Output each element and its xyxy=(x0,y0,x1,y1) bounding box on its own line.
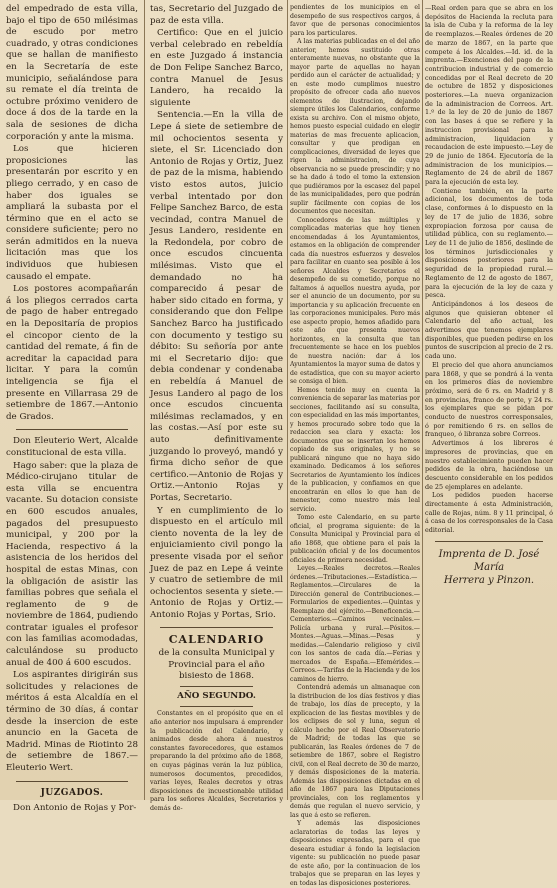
paragraph: Advertimos á los libreros é impresores de provincias, que en nuestro establecimiento pueden hacer pedidos de la obra, haciéndose un descuento considerable en los pedidos de 25 ejemplares en adelante. xyxy=(425,439,553,491)
paragraph: El precio del que ahora anunciamos para 1868, y que se pondrá á la venta en los primeros días de noviembre próximo, será de 6 rs. en Madrid y 8 en provincias, franco de porte, y 24 rs. los ejemplares que se pidan por conducto de nuestros corresponsales, ó por remitiendo 6 rs. en sellos de franqueo, ó libranza sobre Correos. xyxy=(425,360,553,439)
section-heading: JUZGADOS. xyxy=(40,787,104,798)
paragraph: Hago saber: que la plaza de Médico-cirujano titular de esta villa se encuentra vacante. Su dotacion consiste en 600 escudos anuales, pagados del presupuesto municipal, y 200 por la Hacienda, respectivo á la asistencia de los heridos del hospital de estas Minas, con la obligación de asistir las familias pobres que señala el reglamento de 9 de noviembre de 1864, pudiendo contratar iguales el profesor con las familias acomodadas, calculándose su producto anual de 400 á 600 escudos. xyxy=(6,460,138,668)
paragraph: Certifico: Que en el juicio verbal celebrado en rebeldía en este Juzgado á instancia de Don Felipe Sanchez Barco, contra Manuel de Jesus Landero, ha recaido la siguiente xyxy=(150,28,283,108)
section-divider xyxy=(180,686,253,687)
section-divider xyxy=(160,627,273,628)
column-4 xyxy=(425,4,553,796)
paragraph: Leyes.—Reales decretos.—Reales órdenes.—Tributaciones.—Estadística.—Reglamentos.—Circulares de la Dirección general de Contribuciones.—Formularios de expedientes.—Quintas y Reemplazo del ejército.—Beneficencia.—Cementerios.—Caminos vecinales.—Policía urbana y rural.—Pósitos.—Montes.—Aguas.—Minas.—Pesas y medidas.—Calendario religioso y civil con los santos de cada día.—Ferias y mercados de España.—Efemérides.—Correos.—Tarifas de la Hacienda y de los caminos de hierro. xyxy=(290,565,420,683)
paragraph: Tomo este Calendario, en su parte oficial, el programa siguiente: de la Consulta Municipal y Provincial para el año 1868, que obtiene para el país la publicación oficial y de los documentos oficiales de primera necesidad. xyxy=(290,514,420,564)
paragraph: Sentencia.—En la villa de Lepe á siete de setiembre de mil ochocientos sesenta y siete, el Sr. Licenciado don Antonio de Rojas y Ortiz, Juez de paz de la misma, habiendo visto estos autos, juicio verbal intentado por don Felipe Sanchez Barco, de esta vecindad, contra Manuel de Jesus Landero, residente en la Redondela, por cobro de once escudos cincuenta milésimas. Visto que el demandado no ha comparecido á pesar de haber sido citado en forma, y considerando que don Felipe Sanchez Barco ha justificado con documento y testigo su débito: Su señoría por ante mi el Secretario dijo: que debia condenar y condenaba en rebeldía á Manuel de Jesus Landero al pago de los once escudos cincuenta milésimas reclamados, y en las costas.—Así por este su auto definitivamente juzgando lo proveyó, mandó y firma dicho señor de que certifico.—Antonio de Rojas y Ortiz.—Antonio Rojas y Portas, Secretario. xyxy=(150,110,283,503)
section-divider xyxy=(16,781,128,782)
column-1 xyxy=(6,4,138,814)
paragraph: Don Antonio de Rojas y Por- xyxy=(13,803,137,814)
paragraph: Contiene también, en la parte adicional, los documentos de toda clase, conformes á lo dispuesto en la ley de 17 de julio de 1836, sobre expropiacion forzosa por causa de utilidad pública, con su reglamento.—Ley de 11 de julio de 1856, deslinde de los términos jurisdiccionales y disposiciones posteriores para la seguridad de la propiedad rural.—Reglamento de 12 de agosto de 1867, para la ejecución de la ley de caza y pesca. xyxy=(425,186,553,300)
paragraph: A las materias publicadas en el del año anterior, hemos sustituido otras enteramente nuevas, no obstante que la mayor parte de aquellas no hayan perdido aun el carácter de actualidad; y en este modo cumplimos nuestro propósito de ofrecer cada año nuevos elementos de ilustracion, dejando siempre útiles los Calendarios, conforme exista su archivo. Con el mismo objeto, hemos puesto especial cuidado en elegir materias de mas frecuente aplicacion, consultar y que prodigan en complicaciones, diversidad de leyes que rigen la administracion, de cuya observancia no se puede prescindir; y no se ha dado á todo el tomo la extension que pudiéramos por la escasez del papel de las municipalidades, pero que podrán suplir fácilmente con copias de los documentos que necesitan. xyxy=(290,38,420,215)
paragraph: Y en cumplimiento de lo dispuesto en el artículo mil ciento noventa de la ley de enjuiciamiento civil pongo la presente visada por el señor Juez de paz en Lepe á veinte y cuatro de setiembre de mil ochocientos sesenta y siete.—Antonio de Rojas y Ortiz.—Antonio Rojas y Portas, Srio. xyxy=(150,505,283,620)
column-rule xyxy=(144,0,145,800)
section-divider xyxy=(435,541,543,542)
paragraph: Contendrá además un almanaque con la distribucion de los días festivos y dias de trabajo, los días de precepto, y la explicacion de las fiestas movibles y de los eclipses de sol y luna, segun el cálculo hecho por el Real Observatorio de Madrid; de todas las que se publicarán, las Reales órdenes de 7 de setiembre de 1867, sobre el Registro civil, con el Real decreto de 30 de marzo, y demás disposiciones de la materia. Además las disposiciones dictadas en el año de 1867 para las Diputaciones provinciales, con los reglamentos y demás que regulan el nuevo servicio, y las que á esto se refieren. xyxy=(290,684,420,819)
paragraph: —Real orden para que se abra en los depósitos de Hacienda la recluta para la isla de Cuba y la reforma de la ley de reemplazos.—Reales órdenes de 20 de marzo de 1867, en la parte que compete á los Alcaldes.—Id. id. de la imprenta.—Exenciones del pago de la contribucion industrial y de comercio concedidas por el Real decreto de 20 de octubre de 1852 y disposiciones posteriores.—La nueva organizacion de la administracion de Correos. Art. 1.º de la ley de 20 de junio de 1867 con las bases á que se refiere y la instruccion provisional para la administracion, liquidacion y recaudacion de este impuesto.—Ley de 29 de junio de 1864. Ejecutoría de la administracion de los municipios.—Reglamento de 24 de abril de 1867 para la ejecución de esta ley. xyxy=(425,4,553,187)
section-divider xyxy=(180,706,253,707)
paragraph: Y además las disposiciones aclaratorias de todas las leyes y disposiciones expresadas, para el que deseara estudiar á fondo la legislacion vigente: su publicación no puede pasar de este año, por la continuacion de los trabajos que se preparan en las leyes y en todas las disposiciones posteriores. xyxy=(290,820,420,887)
section-divider xyxy=(16,429,128,430)
paragraph: tas, Secretario del Juzgado de paz de esta villa. xyxy=(150,4,283,26)
imprint-line: Herrera y Pinzon. xyxy=(443,574,535,586)
paragraph: pendientes de los municipios en el desempeño de sus respectivos cargos, á favor que de personas conocimientos para los particulares. xyxy=(290,4,420,37)
paragraph: del empedrado de esta villa, bajo el tipo de 650 milésimas de escudo por metro cuadrado, y otras condiciones que se hallan de manifiesto en la Secretaría de este municipio, señalándose para su remate el día treinta de octubre próximo venidero de doce á dos de la tarde en la sala de sesiones de dicha corporación y ante la misma. xyxy=(6,4,138,142)
column-2 xyxy=(150,4,283,812)
paragraph: Los postores acompañarán á los pliegos cerrados carta de pago de haber entregado en la Depositaría de propios el cincopor ciento de la cantidad del remate, á fin de acreditar la capacidad para licitar. Y para la común inteligencia se fija el presente en Villarrasa 29 de setiembre de 1867.—Antonio de Grados. xyxy=(6,284,138,422)
paragraph: Conocedores de las múltiples y complicadas materias que hoy tienen encomendadas á los Ayuntamientos, estamos en la obligación de comprender cada día nuestros esfuerzos y desvelos para facilitar en cuanto sea posible á los señores Alcaldes y Secretarios el desempeño de su cometido, porque no faltamos á aquellos nuestra ayuda, por ser el anuncio de un documento, por su importancia y su aplicación frecuente en las corporaciones municipales. Pero más ese aspecto propio, hemos añadido para este año que presenta nuevos horizontes, en la consulta que tan frecuentemente se hace en los pueblos de nuestra nación: dar á los Ayuntamientos la mayor suma de datos y de estadística, que con su mayor acierto se consiga el bien. xyxy=(290,216,420,385)
section-heading: CALENDARIO xyxy=(168,633,265,647)
paragraph: Los aspirantes dirigirán sus solicitudes y relaciones de méritos á esta Alcaldía en el término de 30 días, á contar desde la insercion de este anuncio en la Gaceta de Madrid. Minas de Riotinto 28 de setiembre de 1867.—Eleuterio Wert. xyxy=(6,670,138,773)
paragraph: Los que hicieren proposiciones las presentarán por escrito y en pliego cerrado, y en caso de haber dos iguales se ampliará la subasta por el término que en el acto se considere suficiente; pero no serán admitidos en la nueva licitación mas que los individuos que hubiesen causado el empate. xyxy=(6,144,138,282)
paragraph: Constantes en el propósito que en el año anterior nos impulsara á emprender la publicación del Calendario, y animados desde ahora á nuestros constantes favorecedores, que estamos preparando la del próximo año de 1868, en cuyas páginas verán la luz pública, numerosos documentos, precedidos, varias leyes, Reales decretos y otras disposiciones de incuestionable utilidad para los señores Alcaldes, Secretarios y demás de- xyxy=(150,710,283,812)
paragraph: Los pedidos pueden hacerse directamente á esta Administración, calle de Rojas, núm. 8 y 11 principal, ó á casa de los corresponsales de la Casa editorial. xyxy=(425,491,553,535)
paragraph: Hemos tenido muy en cuenta la conveniencia de separar las materias por secciones, facilitando así su consulta, con especialidad en las más importantes, y hemos procurado sobre todo que la redaccion sea clara y exacta: los documentos que se insertan los hemos copiado de sus originales, y no se publicará ninguno que no haya sido examinado. Dedicamos á los señores Secretarios de Ayuntamiento los índices de la publicacion, y confiamos en que encontrarán en ellos lo que han de menester, como nuestro más leal servicio. xyxy=(290,386,420,513)
paragraph: Anticipándonos á los deseos de algunos que quisieran obtener el Calendario del año actual, les advertimos que tenemos ejemplares disponibles, que pueden pedirse en los puntos de suscripcion al precio de 2 rs. cada uno. xyxy=(425,299,553,361)
column-rule xyxy=(287,0,288,800)
section-subtitle: AÑO SEGUNDO. xyxy=(177,690,256,701)
imprint-line: Imprenta de D. José María xyxy=(438,548,540,573)
paragraph: Don Eleuterio Wert, Alcalde constitucional de esta villa. xyxy=(6,436,138,458)
section-subtitle: de la consulta Municipal y Provincial para el año bisiesto de 1868. xyxy=(158,648,275,682)
column-rule xyxy=(422,0,423,800)
column-3 xyxy=(290,4,420,887)
